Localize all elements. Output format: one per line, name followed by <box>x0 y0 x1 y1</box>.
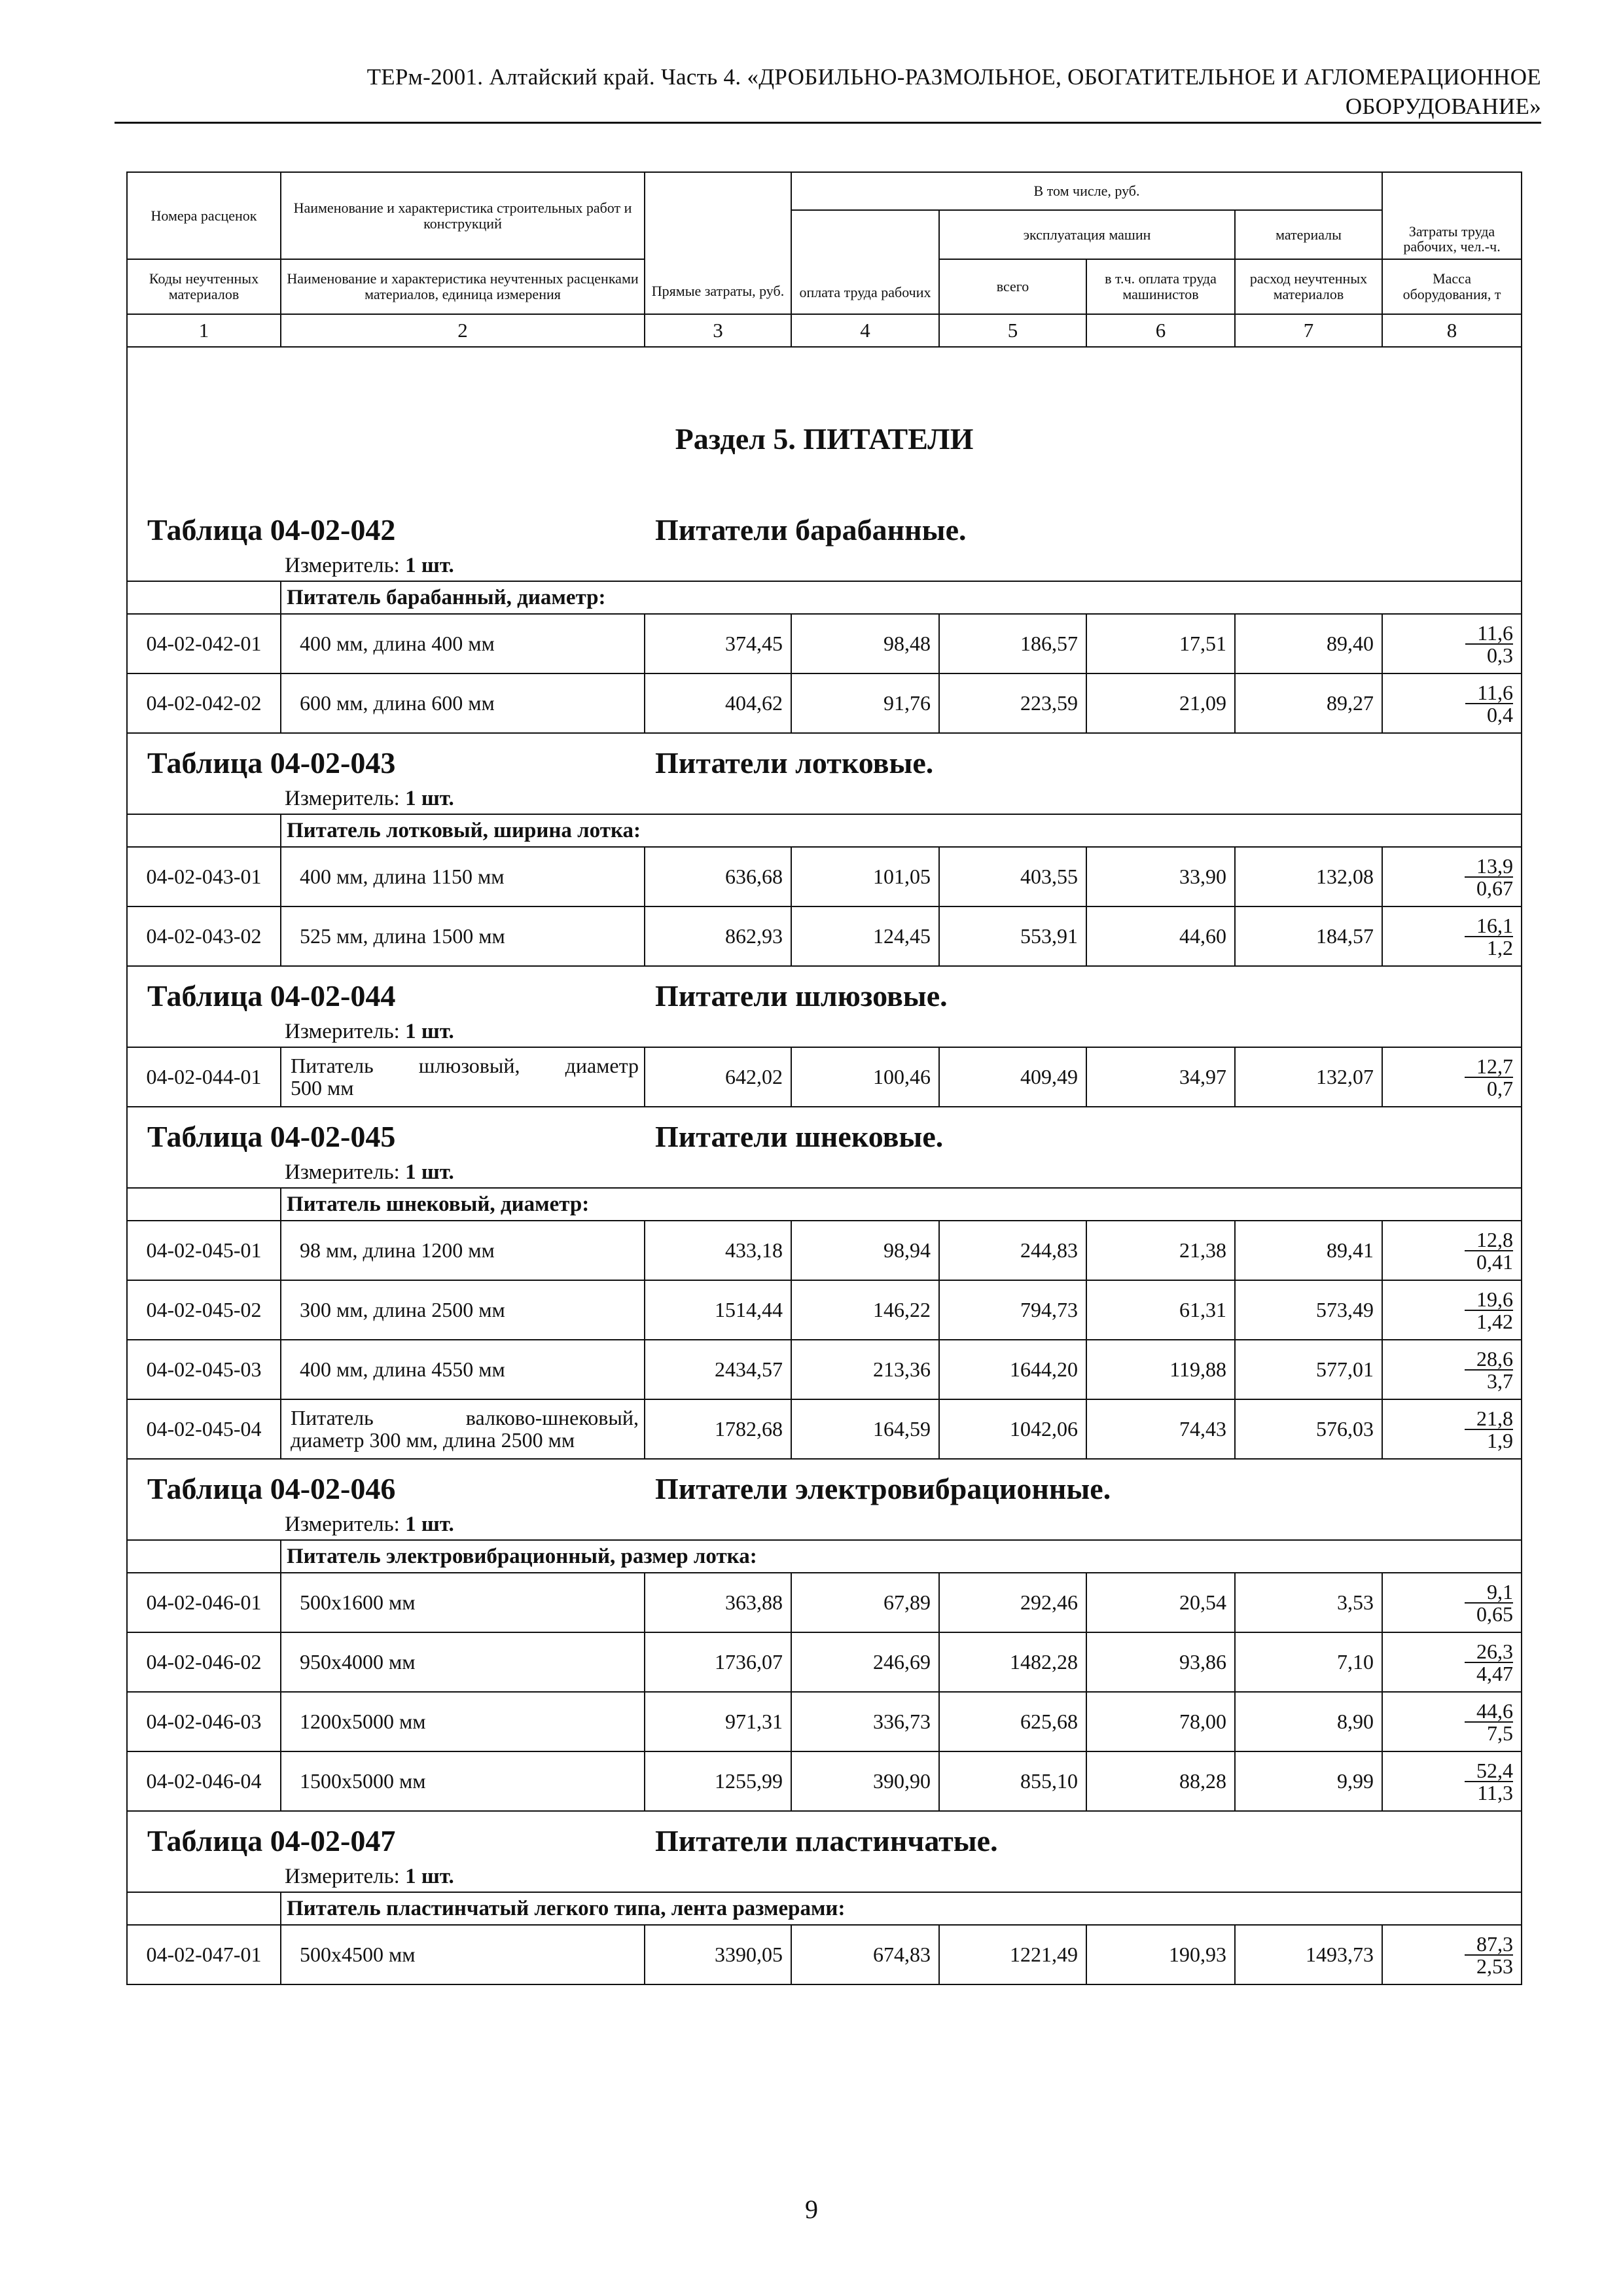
col-direct-costs-header: Прямые затраты, руб. <box>645 172 791 314</box>
table-row <box>127 614 1522 673</box>
column-number: 3 <box>645 314 791 347</box>
table-row <box>127 1399 1522 1459</box>
fraction <box>1465 1641 1513 1684</box>
header-row-1 <box>127 172 1522 210</box>
equipment-mass: 1,42 <box>1476 1309 1514 1333</box>
direct-costs: 1514,44 <box>645 1280 791 1340</box>
machinist-pay: 33,90 <box>1086 847 1235 906</box>
labor-costs: 44,6 <box>1465 1700 1513 1723</box>
direct-costs: 1255,99 <box>645 1751 791 1811</box>
machine-operation-total: 1644,20 <box>939 1340 1086 1399</box>
labor-costs: 11,6 <box>1465 682 1513 704</box>
table-row <box>127 673 1522 733</box>
group-title: Питатель барабанный, диаметр: <box>281 581 1522 614</box>
materials-cost: 89,41 <box>1235 1221 1382 1280</box>
running-header-line-2: ОБОРУДОВАНИЕ» <box>1345 93 1541 119</box>
materials-cost: 7,10 <box>1235 1632 1382 1692</box>
labor-costs: 52,4 <box>1465 1760 1513 1782</box>
labor-mass-fraction <box>1382 614 1522 673</box>
table-number: Таблица 04-02-044 <box>147 979 396 1013</box>
table-number: Таблица 04-02-047 <box>147 1824 396 1857</box>
equipment-mass: 1,2 <box>1487 935 1514 960</box>
section-spacer <box>127 347 1522 419</box>
labor-costs: 26,3 <box>1465 1641 1513 1663</box>
column-number: 4 <box>791 314 939 347</box>
col-including-header: В том числе, руб. <box>791 172 1382 210</box>
measure-label: Измеритель: <box>285 1865 400 1888</box>
equipment-mass: 0,65 <box>1476 1602 1514 1626</box>
machinist-pay: 119,88 <box>1086 1340 1235 1399</box>
rate-code: 04-02-042-01 <box>127 614 281 673</box>
col-machinist-pay-header: в т.ч. оплата труда машинистов <box>1086 259 1235 314</box>
labor-costs: 28,6 <box>1465 1348 1513 1371</box>
measure-value: 1 шт. <box>405 1160 454 1184</box>
worker-pay: 67,89 <box>791 1573 939 1632</box>
rate-description-line-1: Питатель валково-шнековый, <box>291 1406 639 1430</box>
rate-code: 04-02-043-01 <box>127 847 281 906</box>
worker-pay: 246,69 <box>791 1632 939 1692</box>
table-number: Таблица 04-02-046 <box>147 1472 396 1505</box>
fraction <box>1465 682 1513 725</box>
col-unpriced-consumption-header: расход неучтенных материалов <box>1235 259 1382 314</box>
running-header-line-1: ТЕРм-2001. Алтайский край. Часть 4. «ДРОБИЛЬНО-РАЗМОЛЬНОЕ, ОБОГАТИТЕЛЬНОЕ И АГЛОМЕРАЦИОННОЕ <box>366 64 1541 90</box>
materials-cost: 576,03 <box>1235 1399 1382 1459</box>
equipment-mass: 1,9 <box>1487 1428 1514 1452</box>
equipment-mass: 0,67 <box>1476 876 1514 900</box>
rate-description-line-2: диаметр 300 мм, длина 2500 мм <box>291 1427 575 1452</box>
group-empty-cell <box>127 1188 281 1221</box>
column-numbers-row <box>127 314 1522 347</box>
table-title-row <box>127 1811 1522 1862</box>
col-equipment-mass-header: Масса оборудования, т <box>1382 259 1522 314</box>
table-title <box>127 1107 1522 1158</box>
machine-operation-total: 1221,49 <box>939 1925 1086 1984</box>
labor-costs: 87,3 <box>1465 1933 1513 1956</box>
measure-label: Измеритель: <box>285 787 400 810</box>
measure-unit <box>127 1510 1522 1540</box>
labor-costs: 19,6 <box>1465 1289 1513 1311</box>
machinist-pay: 44,60 <box>1086 906 1235 966</box>
table-row <box>127 1925 1522 1984</box>
labor-mass-fraction <box>1382 1047 1522 1107</box>
table-row <box>127 1047 1522 1107</box>
measure-row <box>127 1862 1522 1892</box>
table-number: Таблица 04-02-042 <box>147 513 396 547</box>
group-row <box>127 1892 1522 1925</box>
table-row <box>127 1692 1522 1751</box>
measure-value: 1 шт. <box>405 1513 454 1536</box>
direct-costs: 971,31 <box>645 1692 791 1751</box>
table-title <box>127 511 1522 551</box>
direct-costs: 862,93 <box>645 906 791 966</box>
machine-operation-total: 625,68 <box>939 1692 1086 1751</box>
rate-code: 04-02-046-02 <box>127 1632 281 1692</box>
fraction <box>1465 855 1513 899</box>
equipment-mass: 0,3 <box>1487 643 1514 667</box>
machine-operation-total: 244,83 <box>939 1221 1086 1280</box>
measure-value: 1 шт. <box>405 554 454 577</box>
machinist-pay: 61,31 <box>1086 1280 1235 1340</box>
rate-code: 04-02-045-02 <box>127 1280 281 1340</box>
table-title <box>127 733 1522 784</box>
measure-row <box>127 1017 1522 1047</box>
worker-pay: 98,48 <box>791 614 939 673</box>
worker-pay: 146,22 <box>791 1280 939 1340</box>
materials-cost: 184,57 <box>1235 906 1382 966</box>
rate-code: 04-02-045-01 <box>127 1221 281 1280</box>
materials-cost: 1493,73 <box>1235 1925 1382 1984</box>
machine-operation-total: 186,57 <box>939 614 1086 673</box>
rate-description <box>281 1399 645 1459</box>
measure-unit <box>127 1017 1522 1047</box>
worker-pay: 98,94 <box>791 1221 939 1280</box>
page-number: 9 <box>805 2195 818 2224</box>
direct-costs: 2434,57 <box>645 1340 791 1399</box>
machinist-pay: 93,86 <box>1086 1632 1235 1692</box>
col-rate-numbers-header: Номера расценок <box>127 172 281 259</box>
rate-description: 400 мм, длина 1150 мм <box>281 847 645 906</box>
column-number: 5 <box>939 314 1086 347</box>
machinist-pay: 34,97 <box>1086 1047 1235 1107</box>
column-number: 1 <box>127 314 281 347</box>
running-header <box>115 63 1541 122</box>
measure-row <box>127 1158 1522 1188</box>
rate-description: 500x1600 мм <box>281 1573 645 1632</box>
table-row <box>127 1632 1522 1692</box>
materials-cost: 132,08 <box>1235 847 1382 906</box>
rate-description: 98 мм, длина 1200 мм <box>281 1221 645 1280</box>
labor-costs: 12,8 <box>1465 1229 1513 1251</box>
section-row <box>127 419 1522 458</box>
materials-cost: 9,99 <box>1235 1751 1382 1811</box>
rate-description: 300 мм, длина 2500 мм <box>281 1280 645 1340</box>
equipment-mass: 0,7 <box>1487 1076 1514 1100</box>
labor-costs: 9,1 <box>1465 1581 1513 1604</box>
group-row <box>127 581 1522 614</box>
fraction <box>1465 1289 1513 1332</box>
rate-description: 1200x5000 мм <box>281 1692 645 1751</box>
machine-operation-total: 292,46 <box>939 1573 1086 1632</box>
measure-row <box>127 1510 1522 1540</box>
group-row <box>127 1540 1522 1573</box>
table-title <box>127 1811 1522 1862</box>
table-name: Питатели лотковые. <box>655 746 934 780</box>
measure-value: 1 шт. <box>405 1020 454 1043</box>
column-number: 7 <box>1235 314 1382 347</box>
fraction <box>1465 1408 1513 1451</box>
fraction <box>1465 622 1513 666</box>
rate-description-line-1: Питатель шлюзовый, диаметр <box>291 1054 639 1078</box>
table-name: Питатели шлюзовые. <box>655 979 948 1013</box>
table-row <box>127 1280 1522 1340</box>
group-title: Питатель электровибрационный, размер лотка: <box>281 1540 1522 1573</box>
fraction <box>1465 1933 1513 1977</box>
materials-cost: 3,53 <box>1235 1573 1382 1632</box>
table-row <box>127 847 1522 906</box>
price-table <box>126 171 1522 1985</box>
rate-code: 04-02-043-02 <box>127 906 281 966</box>
table-title-row <box>127 1107 1522 1158</box>
labor-mass-fraction <box>1382 1632 1522 1692</box>
equipment-mass: 7,5 <box>1487 1721 1514 1745</box>
col-materials-header: материалы <box>1235 210 1382 259</box>
labor-mass-fraction <box>1382 847 1522 906</box>
materials-cost: 573,49 <box>1235 1280 1382 1340</box>
machine-operation-total: 1482,28 <box>939 1632 1086 1692</box>
fraction <box>1465 1348 1513 1391</box>
fraction <box>1465 1056 1513 1099</box>
machine-operation-total: 403,55 <box>939 847 1086 906</box>
materials-cost: 89,40 <box>1235 614 1382 673</box>
equipment-mass: 0,41 <box>1476 1249 1514 1274</box>
measure-label: Измеритель: <box>285 1160 400 1184</box>
materials-cost: 577,01 <box>1235 1340 1382 1399</box>
worker-pay: 91,76 <box>791 673 939 733</box>
rate-code: 04-02-046-03 <box>127 1692 281 1751</box>
measure-row <box>127 784 1522 814</box>
rate-description: 400 мм, длина 4550 мм <box>281 1340 645 1399</box>
measure-unit <box>127 551 1522 581</box>
table-name: Питатели электровибрационные. <box>655 1472 1111 1505</box>
labor-mass-fraction <box>1382 1399 1522 1459</box>
labor-costs: 13,9 <box>1465 855 1513 878</box>
group-row <box>127 1188 1522 1221</box>
rate-code: 04-02-046-01 <box>127 1573 281 1632</box>
direct-costs: 3390,05 <box>645 1925 791 1984</box>
rate-description: 1500x5000 мм <box>281 1751 645 1811</box>
rate-code: 04-02-047-01 <box>127 1925 281 1984</box>
labor-mass-fraction <box>1382 906 1522 966</box>
labor-mass-fraction <box>1382 673 1522 733</box>
machinist-pay: 74,43 <box>1086 1399 1235 1459</box>
rate-description: 950x4000 мм <box>281 1632 645 1692</box>
table-name: Питатели шнековые. <box>655 1120 944 1153</box>
rate-description-line-2: 500 мм <box>291 1075 354 1100</box>
measure-label: Измеритель: <box>285 1513 400 1536</box>
worker-pay: 100,46 <box>791 1047 939 1107</box>
group-title: Питатель пластинчатый легкого типа, лента размерами: <box>281 1892 1522 1925</box>
direct-costs: 1782,68 <box>645 1399 791 1459</box>
col-unpriced-name-header: Наименование и характеристика неучтенных расценками материалов, единица измерения <box>281 259 645 314</box>
table-number: Таблица 04-02-043 <box>147 746 396 780</box>
machinist-pay: 190,93 <box>1086 1925 1235 1984</box>
materials-cost: 132,07 <box>1235 1047 1382 1107</box>
rate-description: 525 мм, длина 1500 мм <box>281 906 645 966</box>
section-title: Раздел 5. ПИТАТЕЛИ <box>127 419 1522 458</box>
rate-code: 04-02-046-04 <box>127 1751 281 1811</box>
direct-costs: 636,68 <box>645 847 791 906</box>
machine-operation-total: 855,10 <box>939 1751 1086 1811</box>
worker-pay: 336,73 <box>791 1692 939 1751</box>
col-labor-header: Затраты труда рабочих, чел.-ч. <box>1382 172 1522 259</box>
labor-mass-fraction <box>1382 1340 1522 1399</box>
fraction <box>1465 1760 1513 1803</box>
equipment-mass: 2,53 <box>1476 1954 1514 1978</box>
col-unpriced-codes-header: Коды неучтенных материалов <box>127 259 281 314</box>
measure-label: Измеритель: <box>285 554 400 577</box>
fraction <box>1465 1700 1513 1744</box>
worker-pay: 674,83 <box>791 1925 939 1984</box>
direct-costs: 1736,07 <box>645 1632 791 1692</box>
labor-costs: 11,6 <box>1465 622 1513 645</box>
direct-costs: 404,62 <box>645 673 791 733</box>
table-row <box>127 1751 1522 1811</box>
equipment-mass: 11,3 <box>1477 1780 1514 1804</box>
measure-unit <box>127 1862 1522 1892</box>
column-number: 2 <box>281 314 645 347</box>
table-row <box>127 1573 1522 1632</box>
machine-operation-total: 409,49 <box>939 1047 1086 1107</box>
machinist-pay: 21,38 <box>1086 1221 1235 1280</box>
measure-value: 1 шт. <box>405 1865 454 1888</box>
equipment-mass: 4,47 <box>1476 1661 1514 1685</box>
worker-pay: 390,90 <box>791 1751 939 1811</box>
group-title: Питатель лотковый, ширина лотка: <box>281 814 1522 847</box>
machine-operation-total: 553,91 <box>939 906 1086 966</box>
table-title <box>127 966 1522 1017</box>
materials-cost: 8,90 <box>1235 1692 1382 1751</box>
column-number: 6 <box>1086 314 1235 347</box>
worker-pay: 124,45 <box>791 906 939 966</box>
col-machine-operation-header: эксплуатация машин <box>939 210 1235 259</box>
labor-costs: 21,8 <box>1465 1408 1513 1430</box>
fraction <box>1465 915 1513 958</box>
labor-mass-fraction <box>1382 1280 1522 1340</box>
rate-code: 04-02-045-04 <box>127 1399 281 1459</box>
worker-pay: 213,36 <box>791 1340 939 1399</box>
col-worker-pay-header: оплата труда рабочих <box>791 210 939 314</box>
worker-pay: 101,05 <box>791 847 939 906</box>
machine-operation-total: 1042,06 <box>939 1399 1086 1459</box>
table-title-row <box>127 511 1522 551</box>
machine-operation-total: 794,73 <box>939 1280 1086 1340</box>
group-empty-cell <box>127 814 281 847</box>
labor-mass-fraction <box>1382 1573 1522 1632</box>
price-table-body <box>127 172 1522 1984</box>
worker-pay: 164,59 <box>791 1399 939 1459</box>
price-table-container <box>126 171 1521 1985</box>
rate-description <box>281 1047 645 1107</box>
fraction <box>1465 1581 1513 1624</box>
direct-costs: 642,02 <box>645 1047 791 1107</box>
table-name: Питатели пластинчатые. <box>655 1824 998 1857</box>
machinist-pay: 17,51 <box>1086 614 1235 673</box>
table-title-row <box>127 1459 1522 1510</box>
col-work-name-header: Наименование и характеристика строительных работ и конструкций <box>281 172 645 259</box>
measure-label: Измеритель: <box>285 1020 400 1043</box>
col-total-header: всего <box>939 259 1086 314</box>
measure-unit <box>127 1158 1522 1188</box>
rate-code: 04-02-042-02 <box>127 673 281 733</box>
column-number: 8 <box>1382 314 1522 347</box>
group-empty-cell <box>127 1892 281 1925</box>
rate-description: 400 мм, длина 400 мм <box>281 614 645 673</box>
equipment-mass: 3,7 <box>1487 1369 1514 1393</box>
table-title <box>127 1459 1522 1510</box>
measure-row <box>127 551 1522 581</box>
direct-costs: 433,18 <box>645 1221 791 1280</box>
labor-costs: 16,1 <box>1465 915 1513 937</box>
machine-operation-total: 223,59 <box>939 673 1086 733</box>
direct-costs: 363,88 <box>645 1573 791 1632</box>
labor-costs: 12,7 <box>1465 1056 1513 1078</box>
materials-cost: 89,27 <box>1235 673 1382 733</box>
labor-mass-fraction <box>1382 1751 1522 1811</box>
machinist-pay: 20,54 <box>1086 1573 1235 1632</box>
header-rule <box>115 122 1541 124</box>
labor-mass-fraction <box>1382 1221 1522 1280</box>
group-empty-cell <box>127 1540 281 1573</box>
section-spacer <box>127 458 1522 511</box>
machinist-pay: 88,28 <box>1086 1751 1235 1811</box>
measure-value: 1 шт. <box>405 787 454 810</box>
machinist-pay: 21,09 <box>1086 673 1235 733</box>
group-empty-cell <box>127 581 281 614</box>
fraction <box>1465 1229 1513 1272</box>
table-title-row <box>127 966 1522 1017</box>
table-row <box>127 1221 1522 1280</box>
direct-costs: 374,45 <box>645 614 791 673</box>
labor-mass-fraction <box>1382 1692 1522 1751</box>
table-title-row <box>127 733 1522 784</box>
rate-description: 600 мм, длина 600 мм <box>281 673 645 733</box>
labor-mass-fraction <box>1382 1925 1522 1984</box>
measure-unit <box>127 784 1522 814</box>
rate-code: 04-02-044-01 <box>127 1047 281 1107</box>
equipment-mass: 0,4 <box>1487 702 1514 726</box>
group-row <box>127 814 1522 847</box>
table-row <box>127 906 1522 966</box>
machinist-pay: 78,00 <box>1086 1692 1235 1751</box>
table-row <box>127 1340 1522 1399</box>
table-number: Таблица 04-02-045 <box>147 1120 396 1153</box>
table-name: Питатели барабанные. <box>655 513 967 547</box>
rate-description: 500x4500 мм <box>281 1925 645 1984</box>
rate-code: 04-02-045-03 <box>127 1340 281 1399</box>
group-title: Питатель шнековый, диаметр: <box>281 1188 1522 1221</box>
